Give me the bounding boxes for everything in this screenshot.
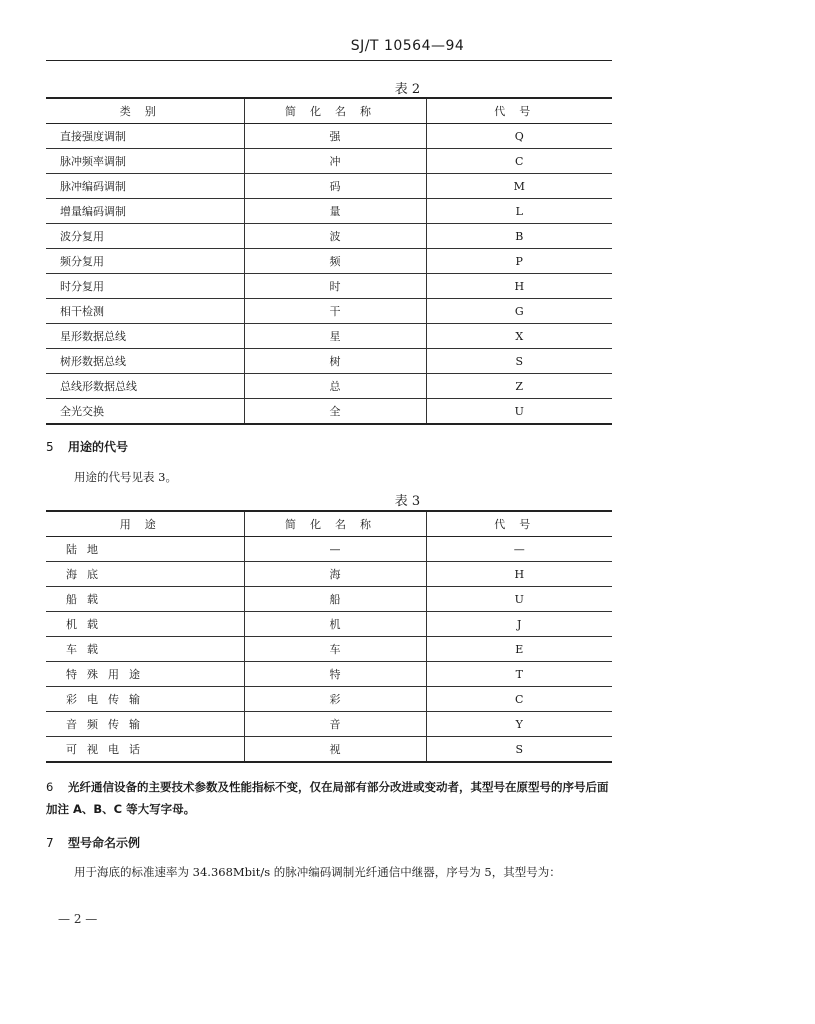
section-5-title: 用途的代号 [68, 440, 129, 454]
cell-label: 树形数据总线 [46, 349, 244, 374]
cell-short-name: 冲 [244, 149, 426, 174]
cell-label: 相干检测 [46, 299, 244, 324]
table-row [46, 249, 612, 274]
cell-label: 全光交换 [46, 399, 244, 425]
section-7-number: 7 [46, 836, 54, 850]
table-row [46, 662, 612, 687]
cell-short-name: 频 [244, 249, 426, 274]
table-row [46, 712, 612, 737]
cell-label: 直接强度调制 [46, 124, 244, 149]
table-row [46, 149, 612, 174]
table-row [46, 324, 612, 349]
cell-label: 增量编码调制 [46, 199, 244, 224]
cell-short-name: 干 [244, 299, 426, 324]
cell-code: Z [426, 374, 612, 399]
column-header-code: 代号 [426, 98, 612, 124]
table-row [46, 124, 612, 149]
section-6-text: 光纤通信设备的主要技术参数及性能指标不变，仅在局部有部分改进或变动者，其型号在原型号的序号后面加注 A、B、C 等大写字母。 [46, 780, 609, 816]
section-7-title: 型号命名示例 [68, 836, 141, 850]
cell-code: U [426, 399, 612, 425]
cell-code: Y [426, 712, 612, 737]
column-header-category: 类别 [46, 98, 244, 124]
cell-short-name: 彩 [244, 687, 426, 712]
table-row [46, 199, 612, 224]
cell-label: 船载 [46, 587, 244, 612]
cell-code: B [426, 224, 612, 249]
cell-code: U [426, 587, 612, 612]
cell-short-name: 强 [244, 124, 426, 149]
cell-code: Q [426, 124, 612, 149]
cell-code: H [426, 274, 612, 299]
table-2-header-row [46, 98, 612, 124]
table-row [46, 349, 612, 374]
cell-short-name: 机 [244, 612, 426, 637]
cell-short-name: 音 [244, 712, 426, 737]
cell-short-name: 车 [244, 637, 426, 662]
cell-code: S [426, 737, 612, 763]
cell-label: 可视电话 [46, 737, 244, 763]
cell-code: P [426, 249, 612, 274]
cell-code: M [426, 174, 612, 199]
table-row [46, 299, 612, 324]
cell-code: X [426, 324, 612, 349]
cell-short-name: 特 [244, 662, 426, 687]
cell-short-name: 总 [244, 374, 426, 399]
column-header-usage: 用途 [46, 511, 244, 537]
cell-short-name: 星 [244, 324, 426, 349]
cell-label: 陆地 [46, 537, 244, 562]
cell-label: 脉冲编码调制 [46, 174, 244, 199]
table-3-header-row [46, 511, 612, 537]
table-row [46, 637, 612, 662]
cell-short-name: 量 [244, 199, 426, 224]
table-row [46, 687, 612, 712]
cell-label: 时分复用 [46, 274, 244, 299]
cell-code: E [426, 637, 612, 662]
section-5-number: 5 [46, 440, 54, 454]
header-rule [46, 60, 612, 61]
cell-label: 脉冲频率调制 [46, 149, 244, 174]
table-row [46, 374, 612, 399]
cell-code: T [426, 662, 612, 687]
cell-code: L [426, 199, 612, 224]
page-number: — 2 — [58, 912, 98, 926]
cell-short-name: 全 [244, 399, 426, 425]
table-row [46, 399, 612, 425]
cell-label: 星形数据总线 [46, 324, 244, 349]
cell-short-name: 船 [244, 587, 426, 612]
table-3 [46, 510, 612, 763]
section-6-number: 6 [46, 780, 54, 794]
table-row [46, 174, 612, 199]
cell-code: H [426, 562, 612, 587]
section-7-paragraph: 用于海底的标准速率为 34.368Mbit/s 的脉冲编码调制光纤通信中继器，序号为 5，其型号为： [74, 865, 561, 879]
table-row [46, 737, 612, 763]
cell-label: 车载 [46, 637, 244, 662]
cell-label: 波分复用 [46, 224, 244, 249]
cell-code: C [426, 687, 612, 712]
cell-short-name: 视 [244, 737, 426, 763]
section-5-heading [46, 438, 128, 455]
cell-label: 机载 [46, 612, 244, 637]
cell-short-name: 波 [244, 224, 426, 249]
cell-code: — [426, 537, 612, 562]
cell-code: J [426, 612, 612, 637]
cell-short-name: 码 [244, 174, 426, 199]
cell-short-name: — [244, 537, 426, 562]
table-row [46, 537, 612, 562]
cell-label: 总线形数据总线 [46, 374, 244, 399]
section-5-paragraph: 用途的代号见表 3。 [74, 470, 177, 484]
cell-code: G [426, 299, 612, 324]
cell-short-name: 树 [244, 349, 426, 374]
section-6-paragraph [46, 776, 612, 820]
document-code-header: SJ/T 10564—94 [350, 38, 465, 54]
column-header-short-name: 简化名称 [244, 98, 426, 124]
cell-label: 频分复用 [46, 249, 244, 274]
cell-label: 海底 [46, 562, 244, 587]
cell-label: 彩电传输 [46, 687, 244, 712]
cell-label: 音频传输 [46, 712, 244, 737]
table-3-title: 表 3 [394, 494, 421, 509]
cell-code: S [426, 349, 612, 374]
cell-short-name: 时 [244, 274, 426, 299]
table-row [46, 612, 612, 637]
table-row [46, 224, 612, 249]
table-row [46, 274, 612, 299]
table-row [46, 562, 612, 587]
table-2-title: 表 2 [394, 82, 421, 97]
section-7-heading [46, 834, 140, 851]
column-header-short-name: 简化名称 [244, 511, 426, 537]
cell-short-name: 海 [244, 562, 426, 587]
table-row [46, 587, 612, 612]
column-header-code: 代号 [426, 511, 612, 537]
cell-label: 特殊用途 [46, 662, 244, 687]
cell-code: C [426, 149, 612, 174]
table-2 [46, 97, 612, 425]
